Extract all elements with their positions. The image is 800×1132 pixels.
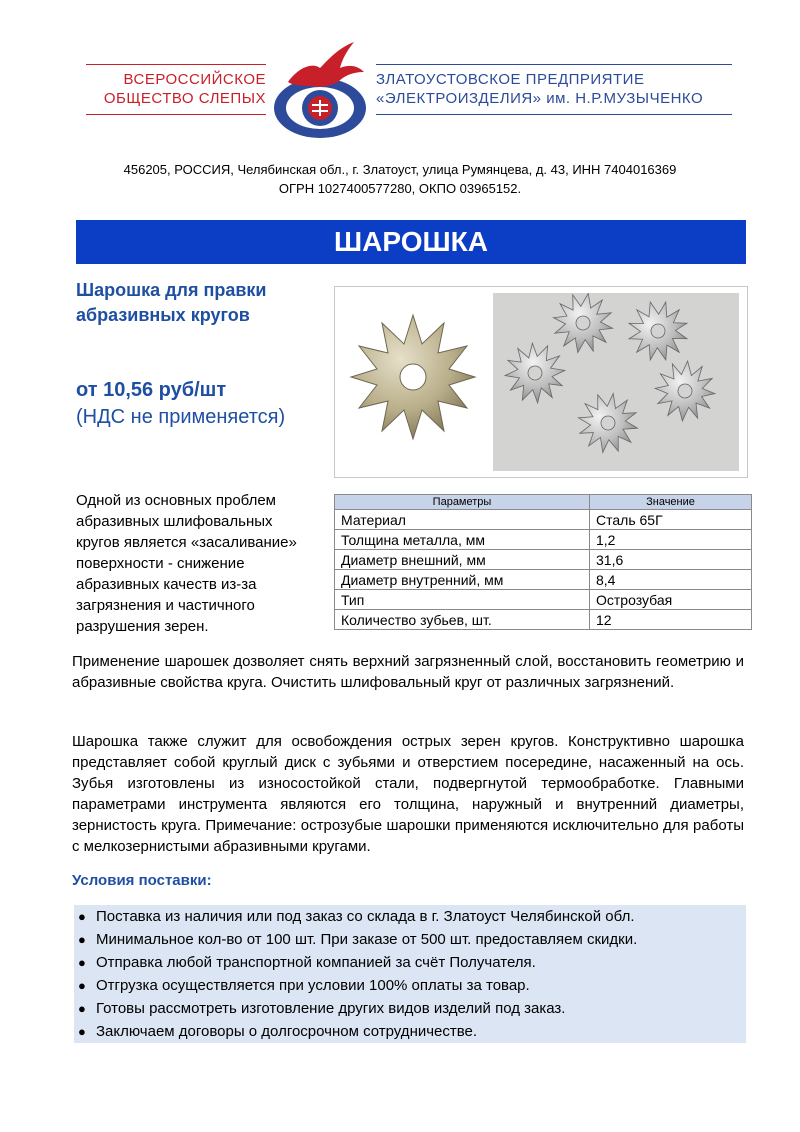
bullet-icon: ● [78, 978, 86, 993]
org-left-name [86, 70, 266, 108]
bullet-icon: ● [78, 909, 86, 924]
list-item [74, 1020, 746, 1043]
table-row [335, 590, 752, 610]
org-right-name [376, 70, 736, 108]
table-cell: Диаметр внешний, мм [335, 550, 590, 570]
table-cell: Тип [335, 590, 590, 610]
single-star-wheel-image [343, 295, 493, 470]
table-cell: Острозубая [590, 590, 752, 610]
conditions-title: Условия поставки: [72, 872, 212, 889]
table-header-cell: Параметры [335, 495, 590, 510]
org-left-line1: ВСЕРОССИЙСКОЕ [123, 71, 266, 88]
divider [376, 114, 732, 115]
company-address [40, 160, 760, 198]
bullet-icon: ● [78, 932, 86, 947]
bullet-icon: ● [78, 955, 86, 970]
table-header-cell: Значение [590, 495, 752, 510]
table-cell: 12 [590, 610, 752, 630]
bullet-icon: ● [78, 1001, 86, 1016]
bullet-icon: ● [78, 1024, 86, 1039]
list-item [74, 928, 746, 951]
product-title: ШАРОШКА [334, 226, 488, 257]
list-item [74, 974, 746, 997]
table-cell: Количество зубьев, шт. [335, 610, 590, 630]
intro-text: Одной из основных проблем абразивных шлифовальных кругов является «засаливание» поверхности - снижение абразивных качеств из-за загрязнения и частичного разрушения зерен. [76, 492, 297, 635]
product-subtitle: Шарошка для правки абразивных кругов [76, 280, 267, 325]
table-cell: Материал [335, 510, 590, 530]
table-cell: Диаметр внутренний, мм [335, 570, 590, 590]
product-photo [334, 286, 748, 478]
table-row [335, 570, 752, 590]
list-item [74, 951, 746, 974]
table-row [335, 510, 752, 530]
list-item [74, 997, 746, 1020]
address-line1: 456205, РОССИЯ, Челябинская обл., г. Златоуст, улица Румянцева, д. 43, ИНН 7404016369 [123, 162, 677, 177]
table-cell: 31,6 [590, 550, 752, 570]
product-price: от 10,56 руб/шт [76, 379, 227, 401]
table-header-row [335, 495, 752, 510]
table-row [335, 530, 752, 550]
params-table [334, 494, 752, 630]
multiple-star-wheels-image [493, 293, 739, 471]
table-cell: Толщина металла, мм [335, 530, 590, 550]
list-item-text: Минимальное кол-во от 100 шт. При заказе от 500 шт. предоставляем скидки. [96, 931, 638, 948]
title-bar [76, 220, 746, 264]
list-item-text: Готовы рассмотреть изготовление других видов изделий под заказ. [96, 1000, 566, 1017]
table-row [335, 550, 752, 570]
conditions-list [74, 905, 746, 1043]
vat-note: (НДС не применяется) [76, 406, 286, 428]
description-paragraph-2: Шарошка также служит для освобождения острых зерен кругов. Конструктивно шарошка представляет собой круглый диск с зубьями и отверстием посередине, насаженный на ось. Зубья изготовлены из износостойкой стали, подвергнутой термообработке. Главными параметрами инструмента являются его толщина, наружный и внутренний диаметры, зернистость круга. Примечание: острозубые шарошки применяются исключительно для работы с мелкозернистыми абразивными кругами. [72, 733, 744, 855]
table-row [335, 610, 752, 630]
table-cell: Сталь 65Г [590, 510, 752, 530]
list-item-text: Заключаем договоры о долгосрочном сотрудничестве. [96, 1023, 478, 1040]
list-item [74, 905, 746, 928]
org-left-line2: ОБЩЕСТВО СЛЕПЫХ [103, 90, 266, 107]
divider [86, 64, 266, 65]
address-line2: ОГРН 1027400577280, ОКПО 03965152. [278, 181, 522, 196]
description-paragraph-1: Применение шарошек дозволяет снять верхний загрязненный слой, восстановить геометрию и абразивные свойства круга. Очистить шлифовальный круг от различных загрязнений. [72, 653, 744, 691]
list-item-text: Отправка любой транспортной компанией за счёт Получателя. [96, 954, 536, 971]
list-item-text: Отгрузка осуществляется при условии 100% оплаты за товар. [96, 977, 530, 994]
list-item-text: Поставка из наличия или под заказ со склада в г. Златоуст Челябинской обл. [96, 908, 635, 925]
divider [376, 64, 732, 65]
org-right-line2: «ЭЛЕКТРОИЗДЕЛИЯ» им. Н.Р.МУЗЫЧЕНКО [376, 90, 704, 107]
divider [86, 114, 266, 115]
org-right-line1: ЗЛАТОУСТОВСКОЕ ПРЕДПРИЯТИЕ [376, 71, 645, 88]
company-logo [268, 38, 372, 144]
table-cell: 1,2 [590, 530, 752, 550]
table-cell: 8,4 [590, 570, 752, 590]
